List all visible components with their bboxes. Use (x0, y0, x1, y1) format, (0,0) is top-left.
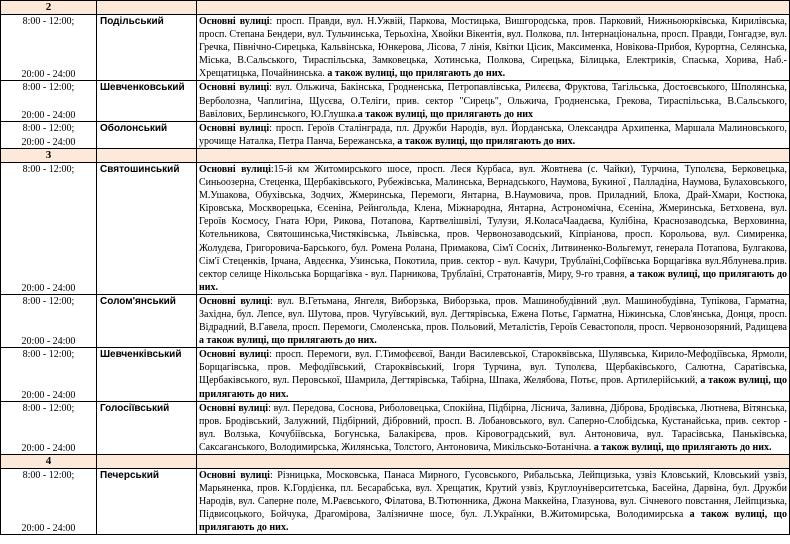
group-header-spacer (97, 455, 197, 469)
streets-lead: Основні вулиці (199, 470, 270, 481)
streets-tail: а також вулиці, що прилягають до них. (394, 135, 576, 147)
group-header-spacer (197, 148, 790, 162)
time-start: 8:00 - 12:00; (22, 122, 75, 134)
time-cell (1, 162, 97, 294)
time-end: 20:00 - 24:00 (21, 136, 76, 148)
time-start: 8:00 - 12:00; (22, 295, 75, 307)
group-header-spacer (97, 148, 197, 162)
streets-lead: Основні вулиці (199, 402, 269, 414)
district-row (1, 401, 790, 454)
streets-lead: Основні вулиці (199, 122, 270, 134)
time-start: 8:00 - 12:00; (22, 402, 75, 414)
streets-cell (197, 401, 790, 454)
streets-cell (197, 162, 790, 294)
time-start: 8:00 - 12:00; (22, 163, 75, 175)
streets-text: : просп. Перемоги, вул. Г.Тимофєєвої, Ванди Василевської, Староквівська, Шулявська, Кирило-Мефодіївська, Ярмоли, Борщагівська, пров. Мефодіївський, Староквівський, Ігоря Турчина, вул. Туполєва, Щербаківського, Салютна, Саратівська, Щербаківського, вул. Перовської, Шамрила, Дегтярівська, Табірна, Шпака, Желябова, Потьє, пров. Артилерійський, (199, 349, 787, 387)
streets-tail: а також вулиці, що прилягають до них. (199, 375, 787, 400)
district-row (1, 294, 790, 347)
streets-text: :15-й км Житомирського шосе, просп. Леся Курбаса, вул. Жовтнева (с. Чайки), Турчина, Туполєва, Берковецька, Синьоозерна, Стеценка, Щербаківського, Рубежівська, Малинська, Вернадського, Наумова, Букиної , Палладіна, Наумова, Булаховського, М.Ушакова, Обухівська, Зодчих, Жмеринська, Перемоги, Янтарна, В.Наумовича, пров. Приладний, Блока, Драй-Хмари, Костюка, Кіровська, Москворецька, Єсеніна, Рейнгольда, Клена, Міжнародна, Янтарна, Астрономічна, Єсеніна, Жмеринська, Бетховена, вул. Героїв Космосу, Гната Юри, Рикова, Потапова, Картвелішвілі, Тулузи, Я.КоласаЧаадаєва, Кулібіна, Краснозаводська, Верховинна, Котельникова, Святошинська,Чистяківська, Львівська, пров. Червонозаводський, Кіпріанова, просп. Корольова, вул. Симиренка, Жолудєва, Григоровича-Барського, бул. Ромена Ролана, Примакова, Сім'ї Сосніх, Литвиненко-Вольгемут, генерала Потапова, Булгакова, Сім'ї Стеценків, Ірчана, Авдєєнка, Узинська, Покотила, прив. сектор - вул. Качури, Трублаїні,Софіївська Борщагівка вул.Яблунева.прив. сектор селище Нікольська Борщагівка - вул. Парникова, Трублаїні, Стратонавтів, Миру, 9-го травня, (199, 163, 787, 280)
district-name: Оболонський (97, 121, 197, 148)
streets-text: : просп. Правди, вул. Н.Ужвій, Паркова, Мостицька, Вишгородська, пров. Парковий, Нижньоюрківська, Кирилівська, просп. Степана Бендери, вул. Тульчинська, Терьохіна, Хвойки Вікентія, вул. Полкова, пл. Інтернаціональна, просп. Правди, Гонгадзе, вул. Гречка, Північно-Сирецька, Кальвінська, Юнкерова, Лісова, 7 лінія, Квітки Цісик, Максименка, Новікова-Прибоя, Курортна, Селянська, Міська, В.Сальського, Тираспільська, Замковецька, Хотинська, Полкова, Сирецька, Білицька, Електриків, Спаська, Хорива, Наб.-Хрещатицька, Почайнинська. (199, 16, 787, 80)
time-end: 20:00 - 24:00 (21, 282, 76, 294)
time-end: 20:00 - 24:00 (21, 523, 76, 535)
district-name: Солом'янський (97, 294, 197, 347)
district-row (1, 469, 790, 535)
streets-lead: Основні вулиці (199, 295, 271, 307)
streets-tail: а також вулиці, що прилягають до них. (324, 68, 506, 80)
time-cell (1, 348, 97, 401)
streets-cell (197, 15, 790, 81)
group-header-spacer (197, 455, 790, 469)
streets-cell (197, 81, 790, 121)
group-number: 4 (1, 455, 97, 469)
streets-text: : вул. Передова, Соснова, Риболовецька, Спокійна, Підбірна, Ліснича, Заливна, Діброва, Бродівська, Лютнева, Вітянська, пров. Бродівський, Залужний, Підбірний, Дібровний, просп. В. Лобановського, вул. Саперно-Слобідська, Кустанайська, прив. сектор - вул. Волзька, Кочубіївська, Богунська, Балакірєва, пров. Кіровоградський, вул. Антоновича, вул. Тарасівська, Паньківська, Саксаганського, Володимирська, Жилянська, Толстого, Антоновича, Микільсько-Ботанічна. (199, 402, 787, 453)
group-header-row (1, 148, 790, 162)
time-end: 20:00 - 24:00 (21, 389, 76, 401)
district-name: Печерський (97, 469, 197, 535)
time-start: 8:00 - 12:00; (22, 470, 75, 481)
district-row (1, 121, 790, 148)
group-number: 3 (1, 148, 97, 162)
streets-lead: Основні вулиці (199, 349, 270, 361)
district-name: Шевченковський (97, 81, 197, 121)
streets-lead: Основні вулиці (199, 163, 271, 175)
streets-tail: а також вулиці, що прилягають до них. (199, 268, 787, 293)
time-cell (1, 469, 97, 535)
schedule-body (1, 1, 790, 535)
time-end: 20:00 - 24:00 (21, 69, 76, 81)
district-row (1, 162, 790, 294)
time-end: 20:00 - 24:00 (21, 336, 76, 348)
time-start: 8:00 - 12:00; (22, 349, 75, 361)
streets-cell (197, 348, 790, 401)
time-cell (1, 81, 97, 121)
district-row (1, 15, 790, 81)
group-header-spacer (197, 1, 790, 15)
district-name: Подільський (97, 15, 197, 81)
group-header-row (1, 455, 790, 469)
time-start: 8:00 - 12:00; (22, 82, 75, 94)
district-row (1, 81, 790, 121)
time-cell (1, 401, 97, 454)
streets-tail: а також вулиці, що прилягають до них (357, 108, 534, 120)
time-cell (1, 121, 97, 148)
streets-cell (197, 469, 790, 535)
time-cell (1, 294, 97, 347)
district-name: Голосіївський (97, 401, 197, 454)
time-end: 20:00 - 24:00 (21, 109, 76, 121)
streets-text: : Різницька, Московська, Панаса Мирного, Гусовського, Рибальська, Лейпцизька, узвіз Кловський, Кловський узвіз, Марьяненка, пров. К.Гордієнка, пл. Бесарабська, вул. Хрещатик, Крутий узвіз, Круглоуніверситетська, Басейна, Дарвіна, бул. Дружби Народів, вул. Саперне поле, М.Раєвського, Філатова, В.Тютюнника, Джона Маккейна, Глазунова, вул. Січневого повстання, Лейпцизька, Підвисоцького, Бойчука, Драгомірова, Залізничне шосе, бул. Л.Українки, В.Житомирська, Володимирська (199, 470, 787, 521)
streets-tail: а також вулиці, що прилягають до них. (591, 441, 772, 453)
group-number: 2 (1, 1, 97, 15)
group-header-spacer (97, 1, 197, 15)
streets-cell (197, 294, 790, 347)
streets-tail: а також вулиці, що прилягають до них. (199, 509, 787, 534)
streets-text: : просп. Героїв Сталінграда, пл. Дружби Народів, вул. Йорданська, Олександра Архипенка, Маршала Малиновського, урочище Наталка, Петра Панча, Бережанська, (199, 122, 787, 147)
streets-cell (197, 121, 790, 148)
streets-text: : вул. Ольжича, Бакінська, Гродненська, Петропавлівська, Рилєєва, Фруктова, Тагільська, Достоєвського, Шполянська, Верболозна, Чаплигіна, Щусєва, О.Теліги, прив. сектор "Сирець", Ольжича, Гродненська, Грекова, Тираспільська, В.Сальського, Вавілових, Берлинського, Ю.Глушка. (199, 82, 787, 120)
streets-lead: Основні вулиці (199, 16, 270, 27)
streets-text: : вул. В.Гетьмана, Янгеля, Виборзька, Виборзька, пров. Машинобудівний ,вул. Машинобудівна, Тупікова, Гарматна, Західна, бул. Лепсе, вул. Шутова, пров. Чугуївський, вул. Дегтярівська, Ежена Потьє, Гарматна, Ніжинська, Слов'янська, Донця, просп. Відрадний, В.Гавела, просп. Перемоги, Смоленська, пров. Польовий, Металістів, Героїв Севастополя, просп. Червонозоряний, Радищева (199, 295, 787, 334)
district-name: Шевченківський (97, 348, 197, 401)
district-name: Святошинський (97, 162, 197, 294)
time-start: 8:00 - 12:00; (22, 16, 75, 27)
time-cell (1, 15, 97, 81)
district-row (1, 348, 790, 401)
group-header-row (1, 1, 790, 15)
streets-tail: а також вулиці, що прилягають до них. (199, 335, 377, 347)
streets-lead: Основні вулиці (199, 82, 270, 94)
time-end: 20:00 - 24:00 (21, 443, 76, 454)
